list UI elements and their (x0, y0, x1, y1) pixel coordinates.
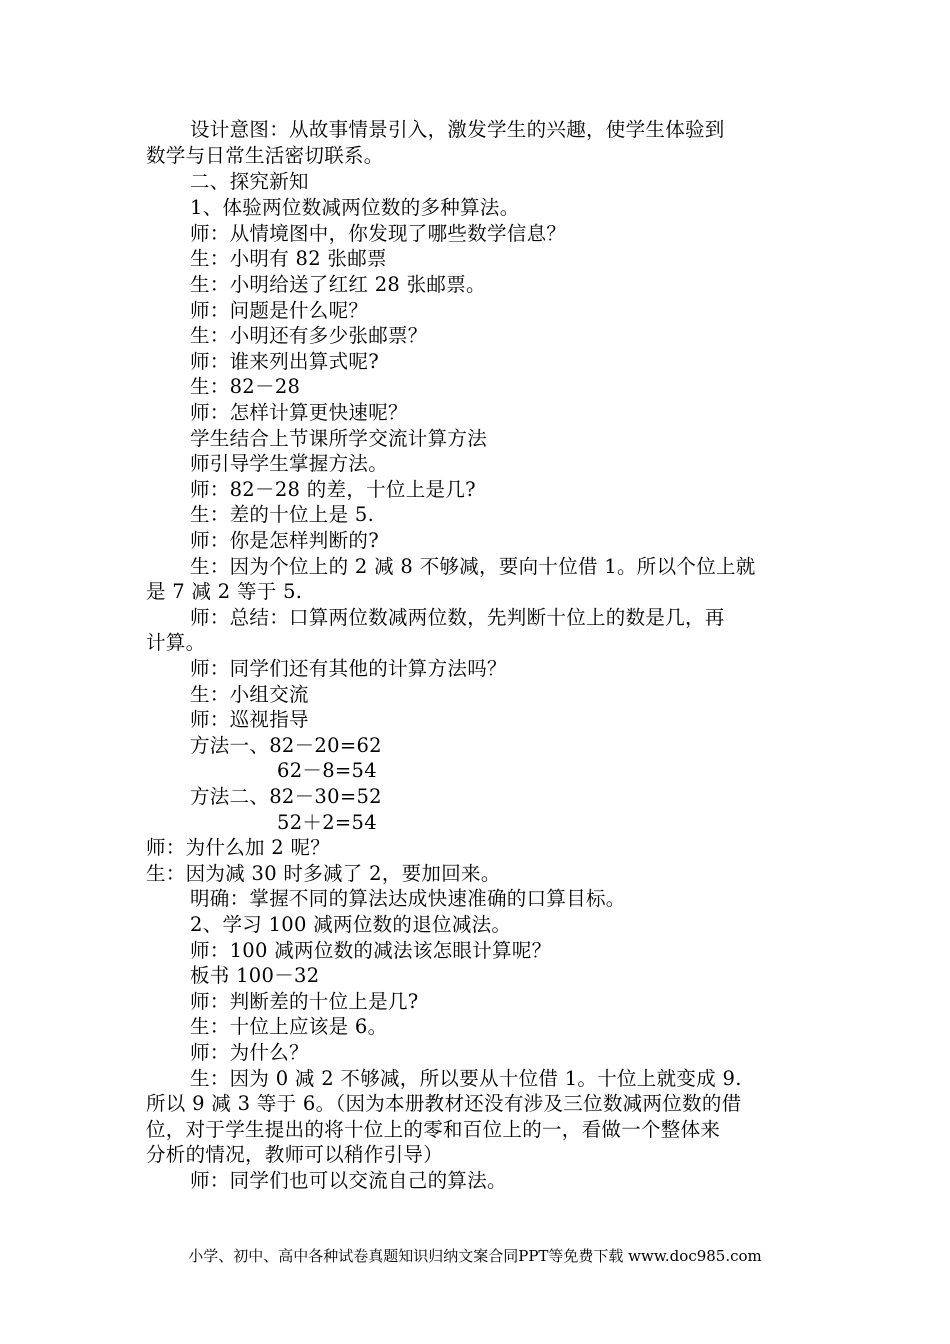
text-line: 师：巡视指导 (190, 708, 309, 731)
text-line: 设计意图：从故事情景引入，激发学生的兴趣，使学生体验到 (190, 118, 725, 141)
text-line: 板书 100－32 (190, 964, 320, 987)
text-line: 分析的情况，教师可以稍作引导） (146, 1143, 444, 1166)
text-line: 位，对于学生提出的将十位上的零和百位上的一，看做一个整体来 (146, 1118, 721, 1141)
text-line: 师：为什么加 2 呢？ (146, 836, 331, 859)
text-line: 学生结合上节课所学交流计算方法 (190, 427, 488, 450)
subsection-heading: 1、体验两位数减两位数的多种算法。 (190, 196, 520, 219)
text-line: 师：怎样计算更快速呢？ (190, 401, 408, 424)
text-line: 生：十位上应该是 6。 (190, 1015, 388, 1038)
text-line: 所以 9 减 3 等于 6。（因为本册教材还没有涉及三位数减两位数的借 (146, 1092, 742, 1115)
text-line: 师：82－28 的差，十位上是几? (190, 478, 476, 501)
text-line: 师：同学们还有其他的计算方法吗？ (190, 657, 507, 680)
text-line: 生：小明给送了红红 28 张邮票。 (190, 273, 486, 296)
text-line: 师：你是怎样判断的? (190, 529, 379, 552)
text-line: 生：小明还有多少张邮票？ (190, 324, 428, 347)
text-line: 师：同学们也可以交流自己的算法。 (190, 1169, 507, 1192)
text-line: 师引导学生掌握方法。 (190, 452, 389, 475)
page-footer: 小学、初中、高中各种试卷真题知识归纳文案合同PPT等免费下载 www.doc985.com (188, 1247, 762, 1265)
text-line: 师：100 减两位数的减法该怎眼计算呢？ (190, 939, 552, 962)
text-line: 明确：掌握不同的算法达成快速准确的口算目标。 (190, 887, 626, 910)
text-line: 是 7 减 2 等于 5. (146, 580, 303, 603)
text-line: 生：因为减 30 时多减了 2，要加回来。 (146, 862, 501, 885)
method-line: 方法二、82－30=52 (190, 785, 382, 808)
text-line: 生：小明有 82 张邮票 (190, 247, 387, 270)
text-line: 生：因为 0 减 2 不够减，所以要从十位借 1。十位上就变成 9. (190, 1067, 742, 1090)
text-line: 师：问题是什么呢？ (190, 299, 369, 322)
text-line: 师：判断差的十位上是几? (190, 990, 419, 1013)
text-line: 师：谁来列出算式呢? (190, 350, 379, 373)
text-line: 生：小组交流 (190, 683, 309, 706)
subsection-heading: 2、学习 100 减两位数的退位减法。 (190, 913, 512, 936)
section-heading: 二、探究新知 (190, 170, 309, 193)
text-line: 生：差的十位上是 5. (190, 503, 375, 526)
method-line: 52＋2=54 (277, 811, 377, 834)
text-line: 生：82－28 (190, 375, 301, 398)
text-line: 数学与日常生活密切联系。 (146, 144, 384, 167)
text-line: 师：为什么？ (190, 1041, 309, 1064)
method-line: 62－8=54 (277, 759, 377, 782)
method-line: 方法一、82－20=62 (190, 734, 382, 757)
text-line: 师：总结：口算两位数减两位数，先判断十位上的数是几，再 (190, 606, 725, 629)
text-line: 计算。 (146, 631, 206, 654)
text-line: 生：因为个位上的 2 减 8 不够减，要向十位借 1。所以个位上就 (190, 555, 756, 578)
text-line: 师：从情境图中，你发现了哪些数学信息？ (190, 222, 567, 245)
